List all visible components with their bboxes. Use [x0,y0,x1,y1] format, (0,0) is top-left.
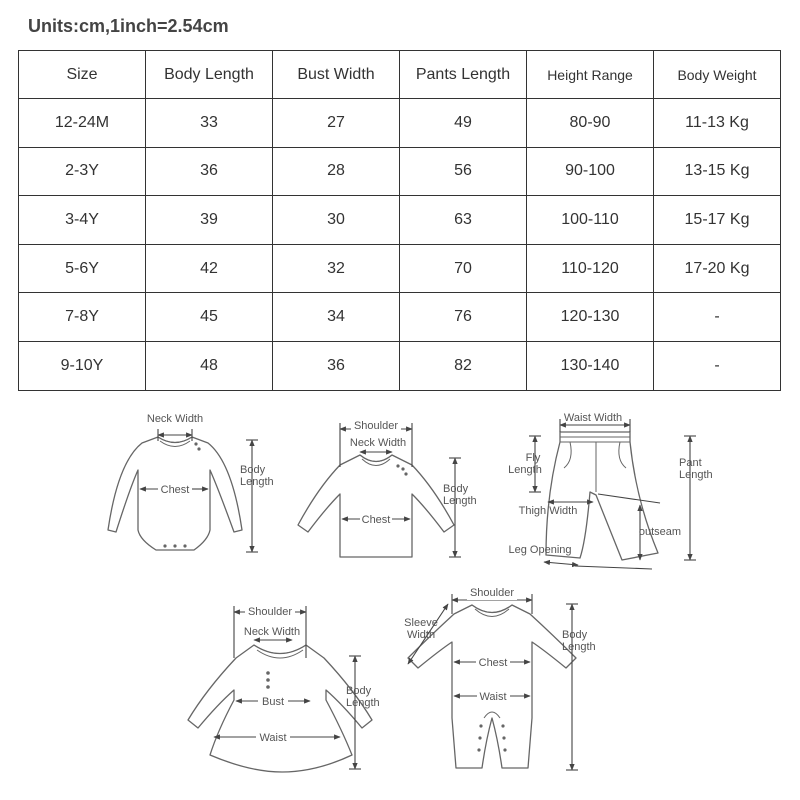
pants-leg-opening-label: Leg Opening [508,544,572,556]
cell-bust-width: 28 [273,147,400,196]
sweater-collar [360,455,392,462]
header-size: Size [19,51,146,99]
cell-size: 7-8Y [19,293,146,342]
sweater-outline [298,455,454,557]
cell-bust-width: 32 [273,244,400,293]
cell-height-range: 120-130 [527,293,654,342]
measurement-diagrams [0,400,800,800]
cell-pants-length: 56 [400,147,527,196]
dress-outline [188,645,372,772]
cell-pants-length: 63 [400,196,527,245]
cell-bust-width: 36 [273,341,400,390]
sweater-chest-label: Chest [361,514,391,526]
cell-body-weight: 15-17 Kg [654,196,781,245]
pants-outline [546,432,658,560]
cell-height-range: 110-120 [527,244,654,293]
pants-diagram [508,412,712,569]
header-body-length: Body Length [146,51,273,99]
dress-shoulder-label: Shoulder [247,606,293,618]
header-height-range: Height Range [527,51,654,99]
dress-neck-width-label: Neck Width [243,626,301,638]
dress-collar [254,645,306,654]
cell-size: 9-10Y [19,341,146,390]
romper-sleeve-label: Sleeve [404,617,438,629]
table-row [19,147,781,196]
cell-body-weight: 11-13 Kg [654,99,781,148]
cell-pants-length: 49 [400,99,527,148]
cell-body-weight: 17-20 Kg [654,244,781,293]
romper-shoulder-label: Shoulder [469,587,515,599]
bodysuit-chest-label: Chest [160,484,190,496]
cell-bust-width: 27 [273,99,400,148]
dress-body-label: Body [346,685,372,697]
cell-size: 2-3Y [19,147,146,196]
table-row [19,341,781,390]
cell-body-weight: - [654,341,781,390]
header-body-weight: Body Weight [654,51,781,99]
cell-size: 12-24M [19,99,146,148]
cell-size: 3-4Y [19,196,146,245]
cell-bust-width: 30 [273,196,400,245]
cell-pants-length: 76 [400,293,527,342]
dress-waist-label: Waist [259,732,287,744]
bodysuit-diagram [108,413,274,552]
sweater-diagram [298,419,477,557]
cell-size: 5-6Y [19,244,146,293]
pants-thigh-width-label: Thigh Width [518,505,578,517]
bodysuit-body-label: Body [240,464,266,476]
bodysuit-collar [158,437,192,443]
table-row [19,99,781,148]
romper-waist-label: Waist [479,691,507,703]
cell-body-length: 48 [146,341,273,390]
units-note: Units:cm,1inch=2.54cm [28,16,229,36]
size-chart-table [18,50,781,391]
pants-waist-width-label: Waist Width [563,412,623,424]
cell-body-weight: - [654,293,781,342]
table-row [19,244,781,293]
pants-pant-label: Pant [679,457,702,469]
pants-length-label: Length [679,469,713,481]
dress-bust-label: Bust [261,696,285,708]
cell-body-length: 39 [146,196,273,245]
table-row [19,293,781,342]
pants-fly-length-label: Length [508,464,542,476]
cell-body-length: 42 [146,244,273,293]
romper-diagram [404,586,595,770]
romper-width-label: Width [406,629,436,641]
pants-outseam-label: outseam [638,526,682,538]
cell-body-weight: 13-15 Kg [654,147,781,196]
cell-body-length: 45 [146,293,273,342]
cell-height-range: 90-100 [527,147,654,196]
dress-length-label: Length [346,697,380,709]
romper-length-label: Length [562,641,596,653]
romper-body-label: Body [562,629,588,641]
cell-height-range: 100-110 [527,196,654,245]
header-bust-width: Bust Width [273,51,400,99]
sweater-neck-width-label: Neck Width [349,437,407,449]
sweater-body-label: Body [443,483,469,495]
cell-bust-width: 34 [273,293,400,342]
dress-diagram [188,602,380,772]
cell-pants-length: 70 [400,244,527,293]
cell-height-range: 80-90 [527,99,654,148]
table-header-row [19,51,781,99]
bodysuit-neck-width-label: Neck Width [146,413,204,425]
sweater-length-label: Length [443,495,477,507]
cell-body-length: 33 [146,99,273,148]
header-pants-length: Pants Length [400,51,527,99]
cell-pants-length: 82 [400,341,527,390]
table-row [19,196,781,245]
pants-fly-label: Fly [525,452,541,464]
sweater-shoulder-label: Shoulder [353,420,399,432]
romper-chest-label: Chest [478,657,508,669]
cell-body-length: 36 [146,147,273,196]
cell-height-range: 130-140 [527,341,654,390]
bodysuit-length-label: Length [240,476,274,488]
